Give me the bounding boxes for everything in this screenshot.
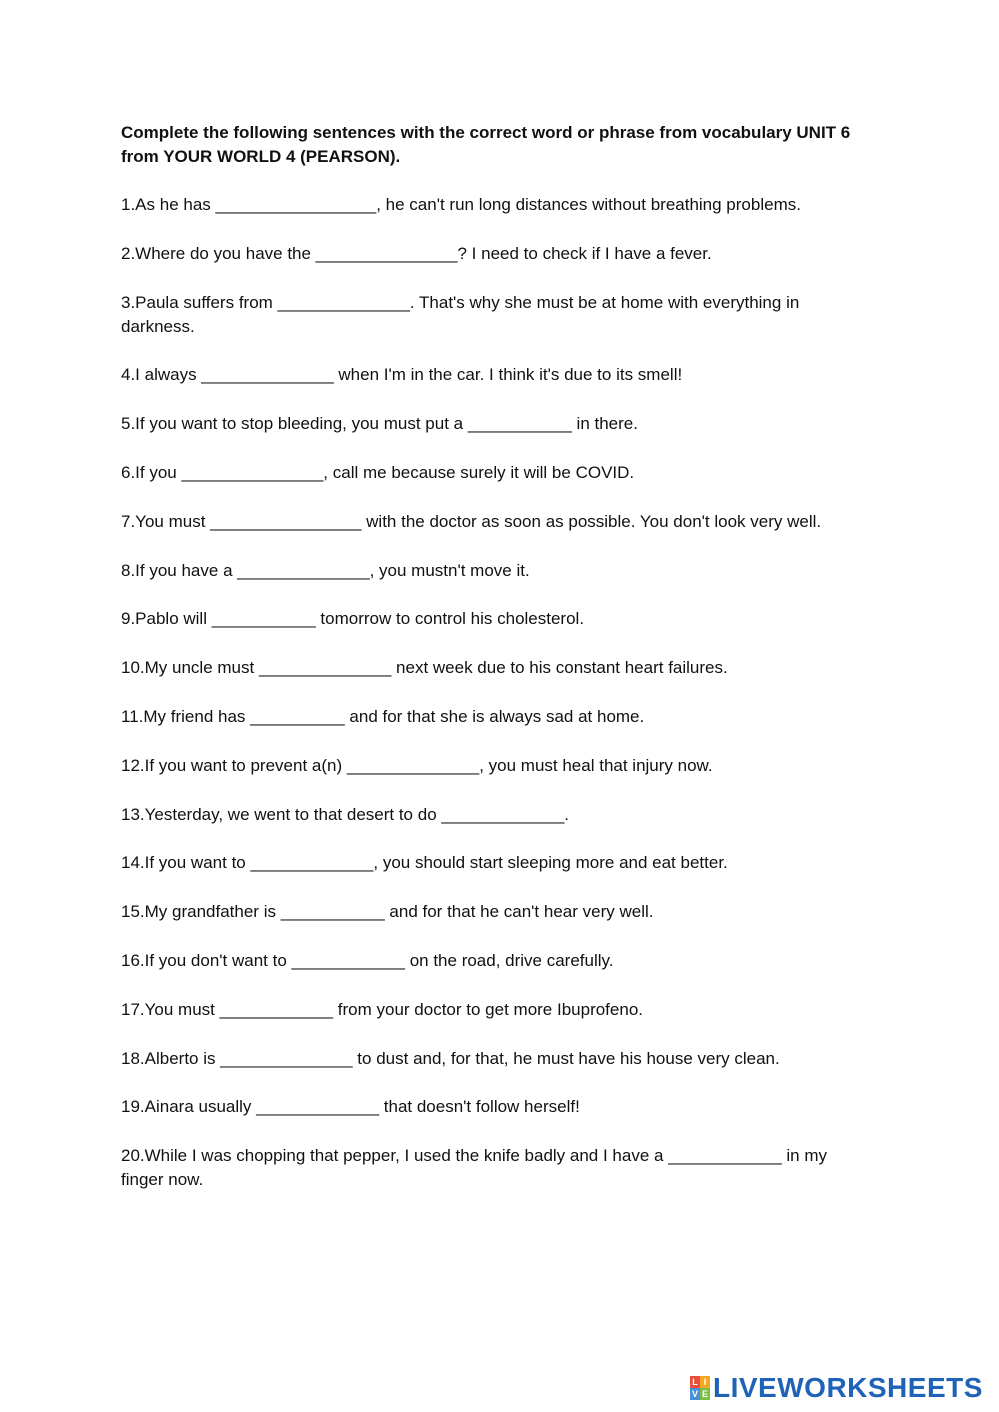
question-8: 8.If you have a ______________, you mustn't move it. xyxy=(121,560,530,580)
question-6: 6.If you _______________, call me because surely it will be COVID. xyxy=(121,462,635,482)
instructions: Complete the following sentences with the correct word or phrase from vocabulary UNIT 6 from YOUR WORLD 4 (PEARSON). xyxy=(121,123,851,166)
question-16: 16.If you don't want to ____________ on the road, drive carefully. xyxy=(121,950,614,970)
question-9: 9.Pablo will ___________ tomorrow to control his cholesterol. xyxy=(121,609,585,629)
question-7: 7.You must ________________ with the doctor as soon as possible. You don't look very well. xyxy=(121,511,822,531)
logo-text: LIVEWORKSHEETS xyxy=(713,1372,983,1403)
question-20: 20.While I was chopping that pepper, I used the knife badly and I have a ____________ in my finger now. xyxy=(121,1146,832,1190)
question-1: 1.As he has _________________, he can't run long distances without breathing problems. xyxy=(121,195,801,214)
question-2: 2.Where do you have the _______________? I need to check if I have a fever. xyxy=(121,243,712,263)
question-3: 3.Paula suffers from ______________. That's why she must be at home with everything in darkness. xyxy=(121,292,805,336)
question-14: 14.If you want to _____________, you should start sleeping more and eat better. xyxy=(121,853,728,873)
question-4: 4.I always ______________ when I'm in the car. I think it's due to its smell! xyxy=(121,365,683,385)
question-5: 5.If you want to stop bleeding, you must put a ___________ in there. xyxy=(121,414,638,434)
question-11: 11.My friend has __________ and for that she is always sad at home. xyxy=(121,706,645,726)
question-10: 10.My uncle must ______________ next week due to his constant heart failures. xyxy=(121,658,728,678)
question-13: 13.Yesterday, we went to that desert to do _____________. xyxy=(121,804,570,824)
question-17: 17.You must ____________ from your doctor to get more Ibuprofeno. xyxy=(121,999,643,1019)
question-12: 12.If you want to prevent a(n) ______________, you must heal that injury now. xyxy=(121,755,713,775)
question-19: 19.Ainara usually _____________ that doesn't follow herself! xyxy=(121,1097,580,1117)
liveworksheets-logo xyxy=(690,1373,983,1403)
question-list xyxy=(121,193,866,1217)
logo-mark-icon: L I V E xyxy=(691,1377,708,1399)
question-15: 15.My grandfather is ___________ and for that he can't hear very well. xyxy=(121,902,654,922)
question-18: 18.Alberto is ______________ to dust and, for that, he must have his house very clean. xyxy=(121,1048,780,1068)
